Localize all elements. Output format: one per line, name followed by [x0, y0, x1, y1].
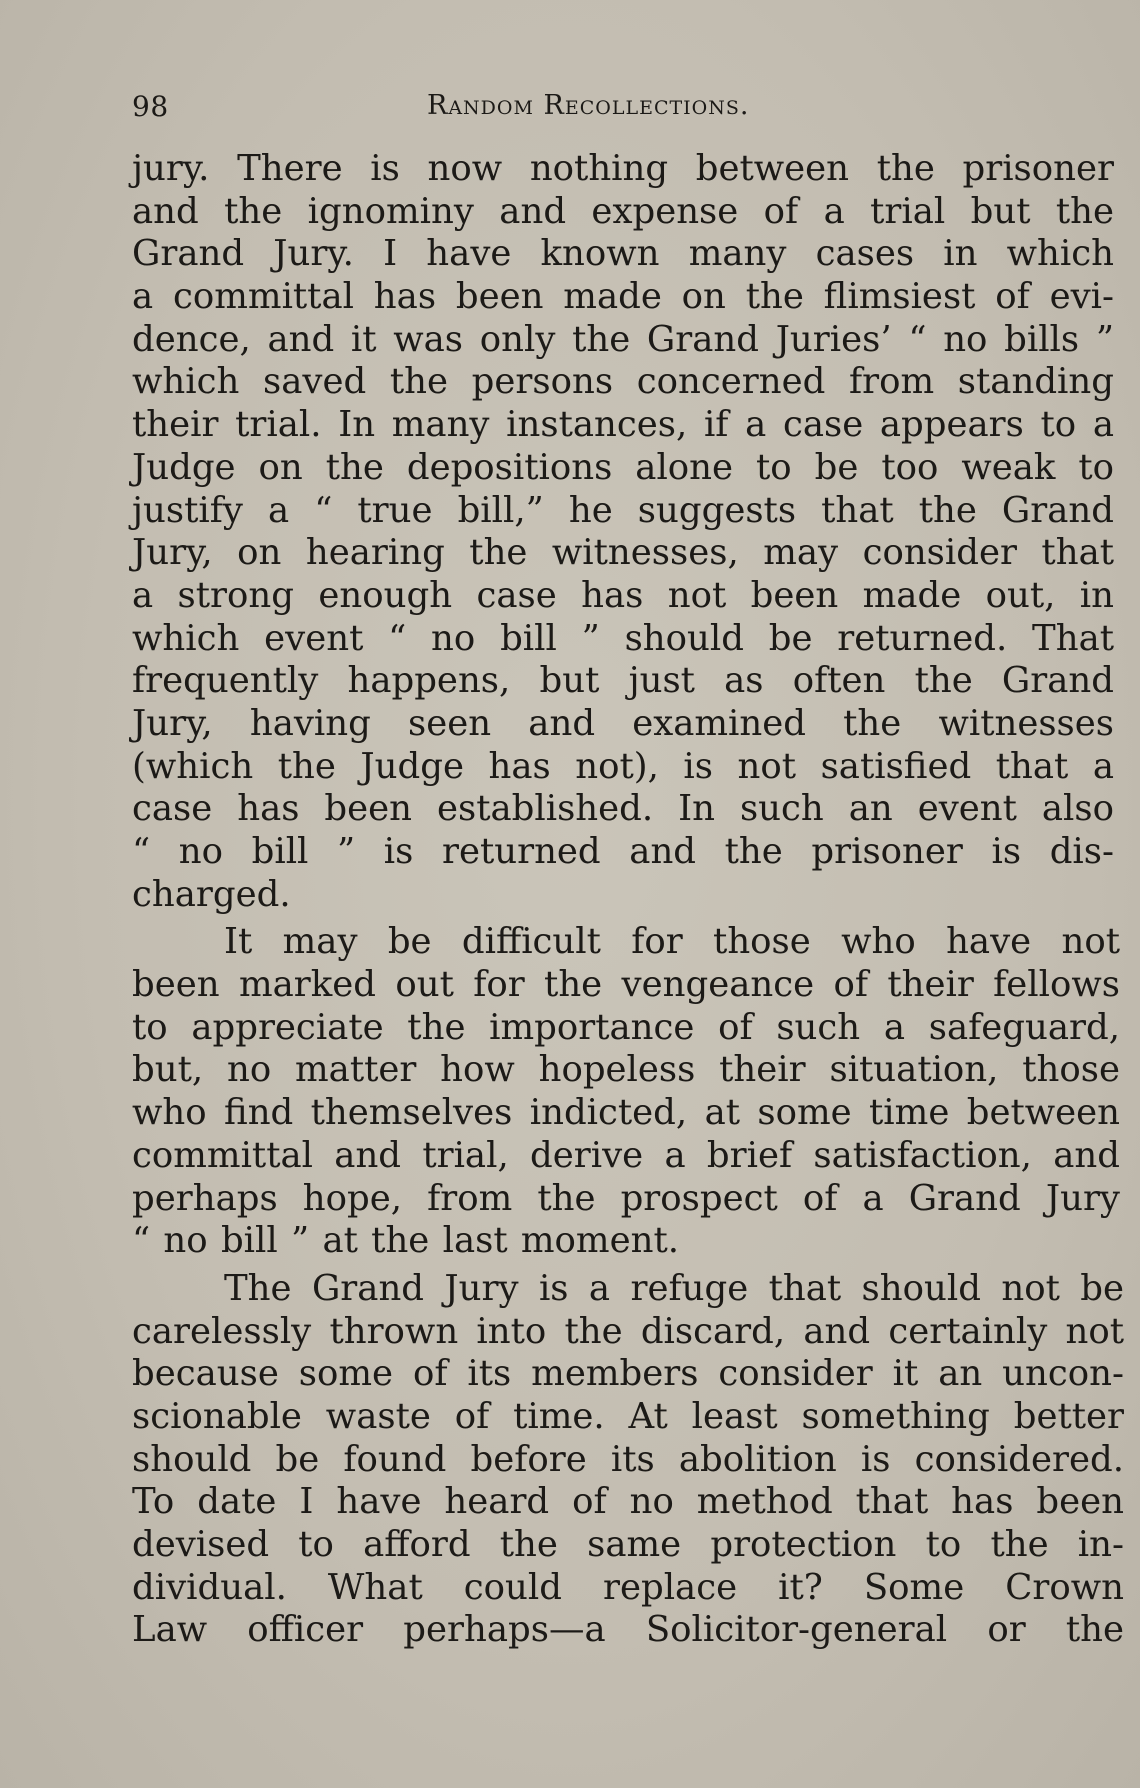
text-line: jury. There is now nothing between the prisoner	[132, 148, 1114, 189]
text-line: perhaps hope, from the prospect of a Grand Jury	[132, 1177, 1120, 1219]
running-title: Random Recollections.	[427, 90, 750, 121]
text-line: devised to afford the same protection to the in-	[132, 1524, 1124, 1565]
text-line: frequently happens, but just as often the Grand	[132, 660, 1114, 702]
text-line: scionable waste of time. At least something better	[132, 1395, 1124, 1437]
paragraph-2	[132, 921, 1120, 1263]
text-line: It may be difficult for those who have not	[224, 921, 1120, 963]
running-head	[132, 90, 820, 126]
text-line: dividual. What could replace it? Some Crown	[132, 1566, 1124, 1608]
text-line: Jury, having seen and examined the witnesses	[132, 702, 1114, 744]
text-line: To date I have heard of no method that has been	[132, 1481, 1124, 1523]
text-line: Grand Jury. I have known many cases in which	[132, 233, 1114, 275]
text-line: should be found before its abolition is considered.	[132, 1438, 1124, 1480]
text-line: charged.	[132, 873, 291, 915]
text-line: and the ignominy and expense of a trial but the	[132, 190, 1114, 232]
text-line: dence, and it was only the Grand Juries’ “ no bills ”	[132, 318, 1114, 360]
text-line: committal and trial, derive a brief satisfaction, and	[132, 1134, 1120, 1176]
text-line: Jury, on hearing the witnesses, may consider that	[132, 532, 1114, 574]
text-line: a strong enough case has not been made out, in	[132, 574, 1114, 616]
paragraph-3	[132, 1267, 1124, 1652]
text-line: who find themselves indicted, at some time between	[132, 1092, 1120, 1134]
text-line: to appreciate the importance of such a safeguard,	[132, 1006, 1120, 1048]
page-number: 98	[132, 90, 169, 123]
text-line: (which the Judge has not), is not satisfied that a	[132, 745, 1114, 787]
text-line: a committal has been made on the flimsiest of evi-	[132, 276, 1114, 318]
text-line: Judge on the depositions alone to be too weak to	[132, 446, 1114, 488]
text-line: been marked out for the vengeance of their fellows	[132, 964, 1120, 1006]
text-line: which event “ no bill ” should be returned. That	[132, 617, 1114, 659]
text-line: case has been established. In such an event also	[132, 788, 1114, 830]
text-line: Law officer perhaps—a Solicitor-general or the	[132, 1609, 1124, 1651]
text-line: because some of its members consider it an uncon-	[132, 1353, 1124, 1395]
text-line: but, no matter how hopeless their situation, those	[132, 1049, 1120, 1091]
text-line: carelessly thrown into the discard, and certainly not	[132, 1310, 1124, 1352]
text-line: justify a “ true bill,” he suggests that the Grand	[132, 489, 1114, 531]
text-line: “ no bill ” at the last moment.	[132, 1220, 680, 1262]
body-text	[132, 148, 1124, 1652]
text-line: which saved the persons concerned from standing	[132, 361, 1114, 403]
paragraph-1	[132, 148, 1120, 916]
text-line: The Grand Jury is a refuge that should not be	[224, 1267, 1124, 1309]
text-line: “ no bill ” is returned and the prisoner is dis-	[132, 831, 1114, 872]
text-line: their trial. In many instances, if a case appears to a	[132, 404, 1114, 446]
